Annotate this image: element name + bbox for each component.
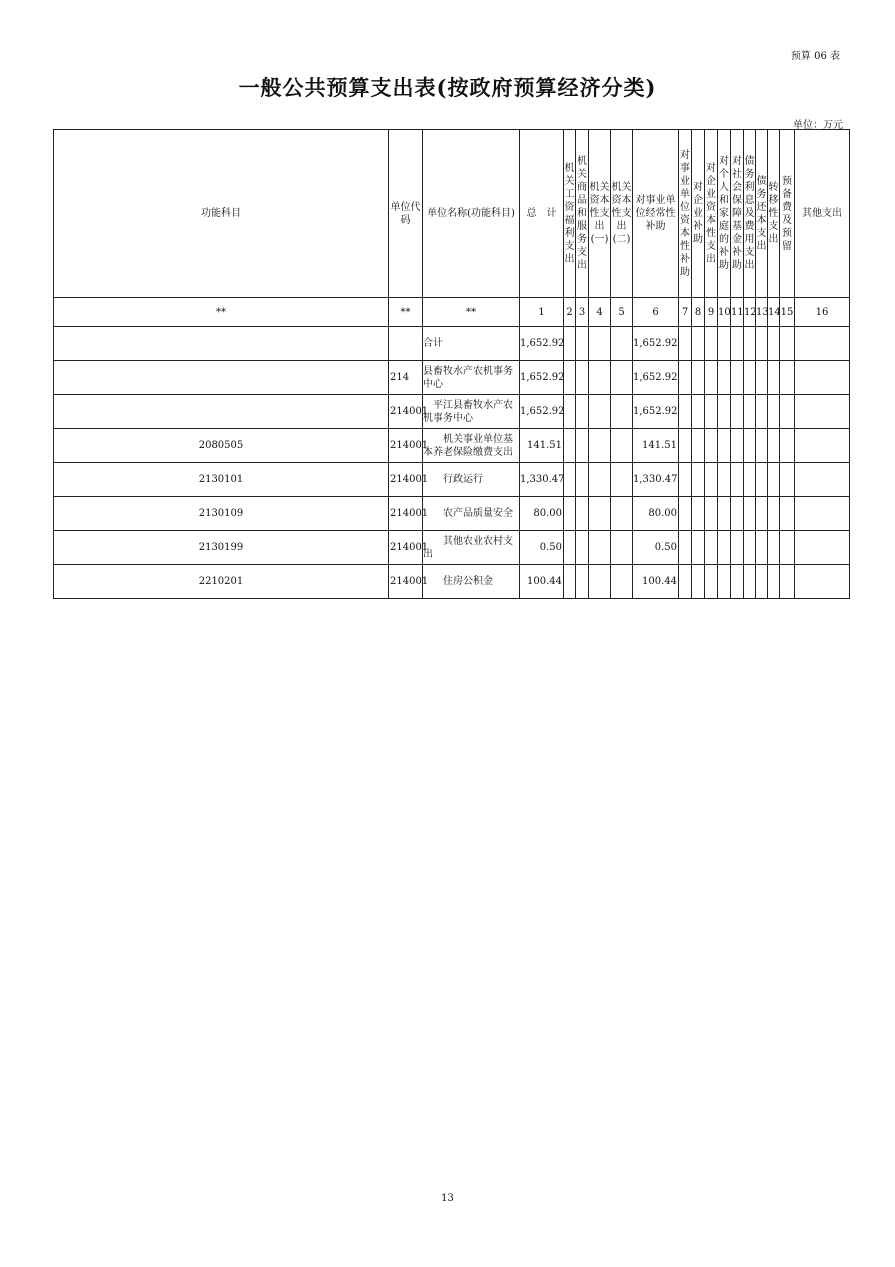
- col-header-transfer: 转移性支出: [768, 130, 780, 298]
- total-cell: 1,330.47: [520, 463, 564, 497]
- empty-cell: [564, 565, 576, 599]
- index-cell: 3: [576, 298, 589, 327]
- empty-cell: [731, 395, 744, 429]
- empty-cell: [576, 327, 589, 361]
- empty-cell: [756, 463, 768, 497]
- table-row: [54, 429, 850, 463]
- empty-cell: [768, 327, 780, 361]
- empty-cell: [731, 327, 744, 361]
- empty-cell: [768, 565, 780, 599]
- subject-cell: [54, 327, 389, 361]
- empty-cell: [780, 463, 795, 497]
- table-row: [54, 565, 850, 599]
- empty-cell: [744, 361, 756, 395]
- table-row: [54, 531, 850, 565]
- empty-cell: [679, 395, 692, 429]
- subject-cell: 2130101: [54, 463, 389, 497]
- unit-name-cell: 平江县畜牧水产农机事务中心: [423, 395, 520, 429]
- empty-cell: [795, 395, 850, 429]
- empty-cell: [795, 531, 850, 565]
- regular-subsidy-cell: 1,652.92: [633, 395, 679, 429]
- col-header-debt-principal: 债务还本支出: [756, 130, 768, 298]
- empty-cell: [795, 463, 850, 497]
- empty-cell: [692, 429, 705, 463]
- empty-cell: [744, 497, 756, 531]
- empty-cell: [692, 327, 705, 361]
- empty-cell: [692, 463, 705, 497]
- index-cell: 13: [756, 298, 768, 327]
- empty-cell: [589, 429, 611, 463]
- index-cell: 4: [589, 298, 611, 327]
- total-cell: 1,652.92: [520, 361, 564, 395]
- empty-cell: [718, 531, 731, 565]
- form-number: 预算 06 表: [790, 51, 840, 62]
- empty-cell: [768, 361, 780, 395]
- index-cell: 14: [768, 298, 780, 327]
- col-header-regular-subsidy: 对事业单位经常性补助: [633, 130, 679, 298]
- empty-cell: [705, 361, 718, 395]
- unit-name-cell: 机关事业单位基本养老保险缴费支出: [423, 429, 520, 463]
- empty-cell: [611, 361, 633, 395]
- total-cell: 80.00: [520, 497, 564, 531]
- col-header-capital-1: 机关资本性支出(一): [589, 130, 611, 298]
- empty-cell: [744, 565, 756, 599]
- empty-cell: [744, 395, 756, 429]
- index-cell: 12: [744, 298, 756, 327]
- empty-cell: [564, 429, 576, 463]
- index-cell: **: [389, 298, 423, 327]
- empty-cell: [576, 531, 589, 565]
- unit-code-cell: 214001: [389, 531, 423, 565]
- empty-cell: [756, 565, 768, 599]
- table-row: [54, 327, 850, 361]
- empty-cell: [718, 497, 731, 531]
- empty-cell: [705, 395, 718, 429]
- col-header-subject: 功能科目: [54, 130, 389, 298]
- empty-cell: [780, 429, 795, 463]
- col-header-enterprise-subsidy: 对企业补助: [692, 130, 705, 298]
- empty-cell: [611, 497, 633, 531]
- index-cell: 8: [692, 298, 705, 327]
- unit-name-cell: 行政运行: [423, 463, 520, 497]
- empty-cell: [718, 429, 731, 463]
- regular-subsidy-cell: 1,330.47: [633, 463, 679, 497]
- empty-cell: [576, 565, 589, 599]
- unit-code-cell: 214001: [389, 565, 423, 599]
- empty-cell: [692, 361, 705, 395]
- empty-cell: [611, 327, 633, 361]
- empty-cell: [795, 361, 850, 395]
- empty-cell: [795, 429, 850, 463]
- empty-cell: [589, 463, 611, 497]
- subject-cell: [54, 361, 389, 395]
- empty-cell: [611, 429, 633, 463]
- col-header-reserve: 预备费及预留: [780, 130, 795, 298]
- index-cell: 15: [780, 298, 795, 327]
- empty-cell: [744, 531, 756, 565]
- empty-cell: [718, 463, 731, 497]
- col-header-social-security: 对社会保障基金补助: [731, 130, 744, 298]
- regular-subsidy-cell: 141.51: [633, 429, 679, 463]
- empty-cell: [576, 429, 589, 463]
- unit-name-cell: 其他农业农村支出: [423, 531, 520, 565]
- unit-name-cell: 合计: [423, 327, 520, 361]
- empty-cell: [589, 327, 611, 361]
- subject-cell: 2210201: [54, 565, 389, 599]
- page-title: 一般公共预算支出表(按政府预算经济分类): [238, 75, 657, 100]
- empty-cell: [780, 395, 795, 429]
- col-header-name: 单位名称(功能科目): [423, 130, 520, 298]
- col-header-household: 对个人和家庭的补助: [718, 130, 731, 298]
- subject-cell: 2130199: [54, 531, 389, 565]
- regular-subsidy-cell: 1,652.92: [633, 361, 679, 395]
- col-header-code: 单位代码: [389, 130, 423, 298]
- page-number: 13: [441, 1193, 454, 1204]
- col-header-wages: 机关工资福利支出: [564, 130, 576, 298]
- empty-cell: [576, 497, 589, 531]
- col-header-other: 其他支出: [795, 130, 850, 298]
- empty-cell: [718, 327, 731, 361]
- regular-subsidy-cell: 100.44: [633, 565, 679, 599]
- index-cell: **: [54, 298, 389, 327]
- col-header-capital-subsidy: 对事业单位资本性补助: [679, 130, 692, 298]
- empty-cell: [564, 327, 576, 361]
- unit-code-cell: [389, 327, 423, 361]
- empty-cell: [731, 361, 744, 395]
- index-cell: 16: [795, 298, 850, 327]
- empty-cell: [780, 565, 795, 599]
- empty-cell: [718, 395, 731, 429]
- col-header-total: 总 计: [520, 130, 564, 298]
- subject-cell: [54, 395, 389, 429]
- empty-cell: [718, 361, 731, 395]
- empty-cell: [731, 463, 744, 497]
- index-cell: 5: [611, 298, 633, 327]
- empty-cell: [692, 565, 705, 599]
- empty-cell: [692, 531, 705, 565]
- empty-cell: [692, 395, 705, 429]
- empty-cell: [564, 395, 576, 429]
- empty-cell: [795, 565, 850, 599]
- table-row: [54, 361, 850, 395]
- budget-table: [53, 129, 850, 599]
- regular-subsidy-cell: 80.00: [633, 497, 679, 531]
- index-row: [54, 298, 850, 327]
- unit-name-cell: 住房公积金: [423, 565, 520, 599]
- empty-cell: [756, 361, 768, 395]
- empty-cell: [589, 565, 611, 599]
- empty-cell: [705, 497, 718, 531]
- empty-cell: [768, 531, 780, 565]
- regular-subsidy-cell: 1,652.92: [633, 327, 679, 361]
- empty-cell: [718, 565, 731, 599]
- table-row: [54, 463, 850, 497]
- index-cell: 11: [731, 298, 744, 327]
- empty-cell: [576, 395, 589, 429]
- total-cell: 141.51: [520, 429, 564, 463]
- index-cell: 9: [705, 298, 718, 327]
- subject-cell: 2080505: [54, 429, 389, 463]
- empty-cell: [589, 531, 611, 565]
- empty-cell: [679, 531, 692, 565]
- index-cell: 10: [718, 298, 731, 327]
- unit-code-cell: 214001: [389, 463, 423, 497]
- empty-cell: [756, 429, 768, 463]
- empty-cell: [768, 429, 780, 463]
- empty-cell: [611, 395, 633, 429]
- col-header-goods-services: 机关商品和服务支出: [576, 130, 589, 298]
- empty-cell: [780, 497, 795, 531]
- empty-cell: [795, 327, 850, 361]
- unit-code-cell: 214001: [389, 497, 423, 531]
- empty-cell: [731, 497, 744, 531]
- empty-cell: [611, 531, 633, 565]
- table-row: [54, 395, 850, 429]
- total-cell: 1,652.92: [520, 395, 564, 429]
- total-cell: 100.44: [520, 565, 564, 599]
- unit-code-cell: 214001: [389, 395, 423, 429]
- empty-cell: [744, 463, 756, 497]
- empty-cell: [756, 327, 768, 361]
- index-cell: 2: [564, 298, 576, 327]
- regular-subsidy-cell: 0.50: [633, 531, 679, 565]
- empty-cell: [589, 497, 611, 531]
- unit-label: 单位：万元: [793, 120, 843, 131]
- unit-name-cell: 县畜牧水产农机事务中心: [423, 361, 520, 395]
- empty-cell: [780, 531, 795, 565]
- index-cell: 6: [633, 298, 679, 327]
- empty-cell: [756, 531, 768, 565]
- empty-cell: [756, 497, 768, 531]
- empty-cell: [795, 497, 850, 531]
- empty-cell: [611, 463, 633, 497]
- index-cell: 1: [520, 298, 564, 327]
- subject-cell: 2130109: [54, 497, 389, 531]
- empty-cell: [768, 463, 780, 497]
- unit-code-cell: 214: [389, 361, 423, 395]
- table-row: [54, 497, 850, 531]
- total-cell: 0.50: [520, 531, 564, 565]
- empty-cell: [679, 463, 692, 497]
- empty-cell: [679, 327, 692, 361]
- empty-cell: [744, 327, 756, 361]
- empty-cell: [564, 531, 576, 565]
- empty-cell: [564, 463, 576, 497]
- empty-cell: [589, 395, 611, 429]
- empty-cell: [576, 361, 589, 395]
- empty-cell: [731, 531, 744, 565]
- empty-cell: [768, 395, 780, 429]
- empty-cell: [705, 565, 718, 599]
- empty-cell: [705, 327, 718, 361]
- empty-cell: [679, 361, 692, 395]
- empty-cell: [731, 429, 744, 463]
- col-header-enterprise-capital: 对企业资本性支出: [705, 130, 718, 298]
- empty-cell: [768, 497, 780, 531]
- empty-cell: [679, 565, 692, 599]
- empty-cell: [780, 361, 795, 395]
- empty-cell: [589, 361, 611, 395]
- empty-cell: [564, 361, 576, 395]
- index-cell: 7: [679, 298, 692, 327]
- empty-cell: [731, 565, 744, 599]
- empty-cell: [780, 327, 795, 361]
- index-cell: **: [423, 298, 520, 327]
- total-cell: 1,652.92: [520, 327, 564, 361]
- empty-cell: [705, 463, 718, 497]
- empty-cell: [692, 497, 705, 531]
- empty-cell: [705, 429, 718, 463]
- unit-name-cell: 农产品质量安全: [423, 497, 520, 531]
- empty-cell: [705, 531, 718, 565]
- empty-cell: [564, 497, 576, 531]
- empty-cell: [679, 429, 692, 463]
- empty-cell: [611, 565, 633, 599]
- header-row: [54, 130, 850, 298]
- empty-cell: [576, 463, 589, 497]
- empty-cell: [756, 395, 768, 429]
- empty-cell: [744, 429, 756, 463]
- empty-cell: [679, 497, 692, 531]
- col-header-capital-2: 机关资本性支出(二): [611, 130, 633, 298]
- unit-code-cell: 214001: [389, 429, 423, 463]
- col-header-debt-interest: 债务利息及费用支出: [744, 130, 756, 298]
